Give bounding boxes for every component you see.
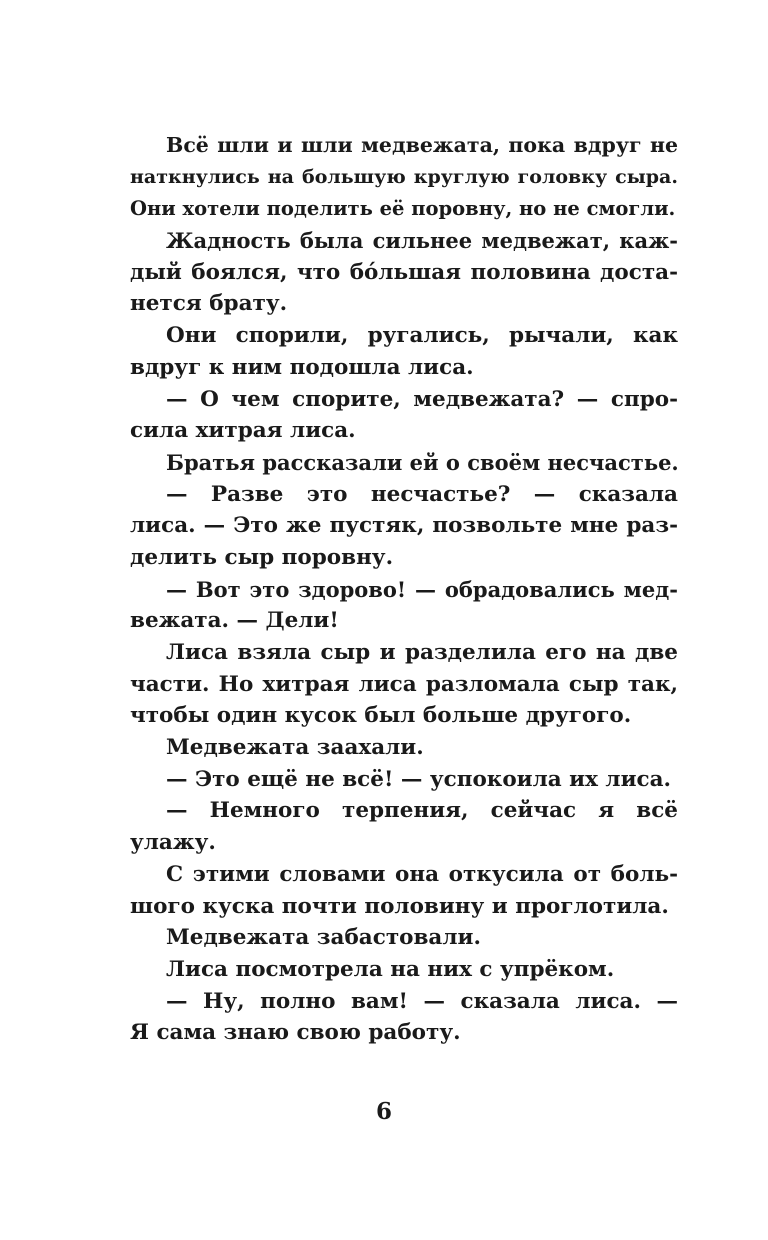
text-line: дый боялся, что бóльшая половина доста- bbox=[130, 259, 678, 285]
text-line: части. Но хитрая лиса разломала сыр так, bbox=[130, 671, 678, 697]
story-text bbox=[130, 130, 678, 1049]
text-line: — О чем спорите, медвежата? — спро- bbox=[166, 386, 678, 412]
text-line: Я сама знаю свою работу. bbox=[130, 1020, 461, 1046]
text-line: наткнулись на большую круглую головку сыра. bbox=[130, 165, 678, 188]
text-line: делить сыр поровну. bbox=[130, 544, 394, 570]
text-line: — Это ещё не всё! — успокоила их лиса. bbox=[166, 766, 672, 792]
text-line: — Немного терпения, сейчас я всё bbox=[166, 798, 678, 824]
text-line: Жадность была сильнее медвежат, каж- bbox=[166, 228, 678, 254]
text-line: Всё шли и шли медвежата, пока вдруг не bbox=[166, 133, 678, 157]
text-line: сила хитрая лиса. bbox=[130, 418, 356, 444]
text-line: улажу. bbox=[130, 830, 216, 856]
text-line: Лиса посмотрела на них с упрёком. bbox=[166, 956, 615, 982]
text-line: Медвежата забастовали. bbox=[166, 925, 481, 951]
text-line: Медвежата заахали. bbox=[166, 735, 424, 761]
text-line: чтобы один кусок был больше другого. bbox=[130, 703, 632, 729]
text-line: нется брату. bbox=[130, 291, 288, 317]
text-line: Они спорили, ругались, рычали, как bbox=[166, 323, 678, 349]
text-line: вдруг к ним подошла лиса. bbox=[130, 354, 474, 380]
text-line: Лиса взяла сыр и разделила его на две bbox=[166, 640, 678, 665]
text-line: шого куска почти половину и проглотила. bbox=[130, 893, 669, 919]
page-number: 6 bbox=[375, 1098, 392, 1125]
text-line: С этими словами она откусила от боль- bbox=[166, 861, 678, 887]
text-line: Братья рассказали ей о своём несчастье. bbox=[166, 449, 679, 475]
text-line: — Разве это несчастье? — сказала bbox=[166, 481, 678, 507]
text-line: — Вот это здорово! — обрадовались мед- bbox=[166, 576, 678, 602]
text-line: Они хотели поделить её поровну, но не смогли. bbox=[130, 197, 676, 221]
text-line: лиса. — Это же пустяк, позвольте мне раз- bbox=[130, 513, 678, 539]
text-line: — Ну, полно вам! — сказала лиса. — bbox=[166, 988, 678, 1014]
text-line: вежата. — Дели! bbox=[130, 608, 339, 634]
